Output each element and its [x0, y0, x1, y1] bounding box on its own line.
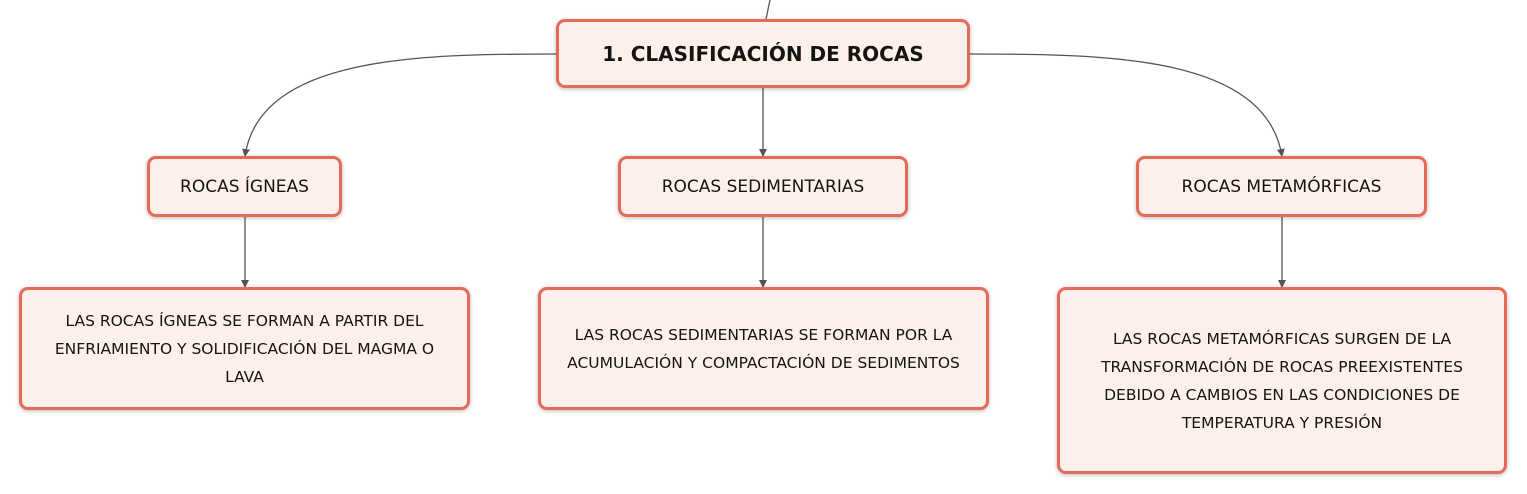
category-label-igneas: ROCAS ÍGNEAS — [180, 176, 309, 197]
description-node-sedimentarias[interactable] — [538, 287, 989, 410]
description-text-metamorficas: LAS ROCAS METAMÓRFICAS SURGEN DE LA TRANSFORMACIÓN DE ROCAS PREEXISTENTES DEBIDO A CAMBIOS EN LAS CONDICIONES DE TEMPERATURA Y PRESIÓN — [1101, 329, 1463, 432]
category-node-sedimentarias[interactable] — [618, 156, 908, 217]
root-node-label: 1. CLASIFICACIÓN DE ROCAS — [602, 41, 924, 66]
description-node-igneas[interactable] — [19, 287, 470, 410]
connector-root-to-metamorficas — [970, 54, 1282, 156]
description-text-igneas: LAS ROCAS ÍGNEAS SE FORMAN A PARTIR DEL ENFRIAMIENTO Y SOLIDIFICACIÓN DEL MAGMA O LAVA — [54, 311, 435, 386]
category-node-igneas[interactable] — [147, 156, 342, 217]
category-node-metamorficas[interactable] — [1136, 156, 1427, 217]
connector-root-to-igneas — [245, 54, 556, 156]
category-label-metamorficas: ROCAS METAMÓRFICAS — [1181, 176, 1382, 197]
description-text-sedimentarias: LAS ROCAS SEDIMENTARIAS SE FORMAN POR LA ACUMULACIÓN Y COMPACTACIÓN DE SEDIMENTOS — [567, 325, 960, 372]
incoming-connector — [766, 0, 770, 19]
root-node[interactable] — [556, 19, 970, 88]
category-label-sedimentarias: ROCAS SEDIMENTARIAS — [661, 176, 865, 197]
description-node-metamorficas[interactable] — [1057, 287, 1507, 474]
